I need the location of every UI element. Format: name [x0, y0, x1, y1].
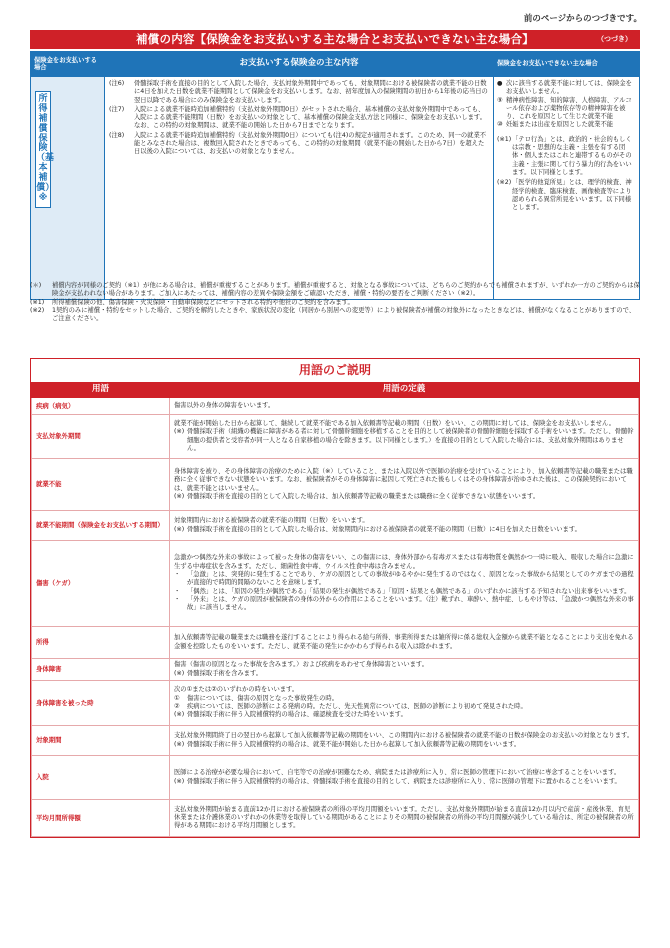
definition-line	[174, 686, 634, 694]
definition-line-text: 骨髄採取手術を含みます。	[187, 669, 263, 677]
note-item: (注7) 入院による就業不能時追加補償特約（支払対象外期間0日）がセットされた場合、基本補償の支払対象外期間中であっても、入院による就業不能期間（日数）をお支払いの対象として、基本補償の保険金支払方法と同様に、保険金をお支払いします。なお、この特約の対象期間は、就業不能の開始した日から7日までとなります。	[109, 105, 486, 130]
definition-line	[174, 711, 634, 719]
glossary-term: 対象期間	[32, 726, 170, 756]
definition-item: (※1) 「テロ行為」とは、政治的・社会的もしくは宗教・思想的な主義・主張を有する団体・個人またはこれと連帯するものがその主義・主張に関して行う暴力的行為をいいます。以下同様とします。	[497, 135, 632, 176]
header-exclusions: 保険金をお支払いできない主な場合	[494, 52, 640, 77]
definition-line	[174, 402, 634, 410]
definition-line-text: 就業不能が開始した日から起算して、継続して就業不能である加入依頼書等記載の期間（日数）をいい、この期間に対しては、保険金をお支払いしません。	[174, 419, 616, 427]
definition-line-text: 骨髄採取手術に伴う入院補償特約の場合は、骨髄採取手術を直接の目的として、病院または診療所に入り、常に医師の管理下に置かれることをいいます。	[187, 777, 621, 785]
glossary-term: 身体障害	[32, 659, 170, 681]
definition-line-label: (※)	[174, 740, 185, 748]
definition-line	[174, 769, 634, 777]
definition-line	[174, 588, 634, 596]
glossary-term: 所得	[32, 627, 170, 659]
definition-line	[174, 468, 634, 493]
definition-line	[174, 778, 634, 786]
definition-line-label: (※)	[174, 525, 185, 533]
glossary-definition	[170, 541, 639, 627]
glossary-header-term: 用語	[32, 383, 170, 398]
footnote: (※2) 1契約のみに補償・特約をセットした場合、ご契約を解約したときや、家族状況の変化（同居から別居への変更等）により被保険者が補償の対象外になったときなどは、補償がなくなることがありますので、ご注意ください。	[30, 306, 636, 323]
definition-line-text: 「偶然」とは、「原因の発生が偶然である」「結果の発生が偶然である」「原因・結果とも偶然である」のいずれかに該当する予知されない出来事をいいます。	[187, 587, 631, 595]
glossary-row	[32, 800, 639, 837]
exclusion-item: ⑩ 妊娠または出産を原因とした就業不能	[497, 121, 614, 129]
glossary-section	[30, 358, 640, 838]
coverage-banner	[30, 30, 640, 49]
definition-line	[174, 806, 634, 831]
banner-suffix: （つづき）	[597, 35, 632, 43]
glossary-term: 就業不能期間（保険金をお支払いする期間）	[32, 511, 170, 541]
glossary-term: 疾病（病気）	[32, 398, 170, 415]
glossary-definition	[170, 459, 639, 511]
definition-line	[174, 661, 634, 669]
definition-line-text: 「急激」とは、突発的に発生することであり、ケガの原因としての事故がゆるやかに発生するのではなく、原因となった事故から結果としてのケガまでの過程が直接的で時間的間隔のないことを意味します。	[187, 571, 634, 587]
category-cell	[31, 77, 105, 300]
glossary-definition	[170, 659, 639, 681]
glossary-row	[32, 541, 639, 627]
definition-line	[174, 571, 634, 588]
definition-line-label: ・	[174, 595, 181, 603]
footnote: (※1) 所得補償保険の他、傷害保険・火災保険・自動車保険などにセットされる特約や他社のご契約を含みます。	[30, 298, 354, 306]
definition-line	[174, 517, 634, 525]
definition-line-label: ②	[174, 703, 180, 710]
definition-line-text: 身体障害を被り、その身体障害の治療のために入院（※）していること、または入院以外で医師の治療を受けていることにより、加入依頼書等記載の職業または職務に全く従事できない状態をいいます。なお、被保険者がその身体障害に起因して死亡された後もしくはその身体障害が治ゆされた後は、この保険契約においては、就業不能とはいいません。	[174, 467, 633, 492]
exclusion-item: ⑨ 精神病性障害、知的障害、人格障害、アルコール依存および薬物依存等の精神障害を被り、これを原因として生じた就業不能	[497, 96, 632, 121]
note-item: (注8) 入院による就業不能時追加補償特約（支払対象外期間0日）についても(注4)の規定が適用されます。このため、同一の就業不能とみなされた場合は、複数回入院されたときであっても、この特約の対象期間（就業不能の開始した日から7日）を超えた日以後の入院については、お支払いの対象となりません。	[109, 131, 487, 156]
exclusions-cell	[494, 77, 640, 300]
glossary-definition	[170, 800, 639, 837]
definition-line-text: 骨髄採取手術に伴う入院補償特約の場合は、確認検査を受けた時をいいます。	[187, 711, 407, 719]
footnote: (＊) 補償内容が同様のご契約（※1）が他にある場合は、補償が重複することがあります。補償が重複すると、対象となる事故については、どちらのご契約からでも補償されますが、いずれか一方のご契約からは保険金が支払われない場合があります。ご加入にあたっては、補償内容の差異や保険金額をご確認いただき、補償・特約の要否をご判断ください（※2）。	[30, 282, 640, 298]
footnotes	[30, 282, 640, 323]
definition-line-text: 医師による治療が必要な場合において、自宅等での治療が困難なため、病院または診療所に入り、常に医師の管理下において治療に専念することをいいます。	[174, 769, 621, 777]
notes-cell	[105, 77, 494, 300]
definition-line-text: 急激かつ偶然な外来の事故によって被った身体の傷害をいい、この傷害には、身体外部から有毒ガスまたは有毒物質を偶然かつ一時に吸入、吸収した場合に急激に生ずる中毒症状を含みます。ただし、細菌性食中毒、ウイルス性食中毒は含みません。	[174, 554, 634, 570]
definition-line-text: 疾病については、医師の診断による発病の時。ただし、先天性異常については、医師の診断により初めて発見された時。	[187, 703, 527, 710]
glossary-term: 傷害（ケガ）	[32, 541, 170, 627]
definition-line	[174, 741, 634, 749]
definition-line-label: (※)	[174, 669, 185, 677]
definition-line	[174, 428, 634, 453]
definition-line-text: 支払対象外期間が始まる直前12か月における被保険者の所得の平均月間額をいいます。ただし、支払対象外期間が始まる直前12か月以内で産前・産後休業、育児休業または介護休業のいずれかの休業等を取得している期間があることによりその期間の被保険者の所得の平均月間額が減少している場合は、所定の被保険者の所得がある期間における平均月間額とします。	[174, 805, 634, 830]
definition-line-label: (※)	[174, 711, 185, 719]
glossary-row	[32, 726, 639, 756]
definition-line-text: 「外来」とは、ケガの原因が被保険者の身体の外からの作用によることをいいます。（注）靴ずれ、車酔い、熱中症、しもやけ等は、「急激かつ偶然な外来の事故」に該当しません。	[187, 595, 634, 612]
definition-line	[174, 493, 634, 501]
coverage-table	[30, 51, 640, 300]
continued-label: 前のページからのつづきです。	[523, 14, 642, 24]
glossary-definition	[170, 726, 639, 756]
glossary-row	[32, 756, 639, 800]
glossary-row	[32, 459, 639, 511]
glossary-term: 身体障害を被った時	[32, 681, 170, 726]
definition-line-label: (※)	[174, 492, 185, 500]
glossary-term: 平均月間所得額	[32, 800, 170, 837]
definition-line	[174, 670, 634, 678]
definition-line-label: (※)	[174, 428, 185, 436]
definition-line-text: 対象期間内における被保険者の就業不能の期間（日数）をいいます。	[174, 517, 369, 525]
definition-line-label: (※)	[174, 777, 185, 785]
glossary-definition	[170, 398, 639, 415]
definition-line-label: ①	[174, 694, 180, 702]
definition-line	[174, 420, 634, 428]
glossary-term: 支払対象外期間	[32, 415, 170, 459]
definition-line-label: ・	[174, 571, 181, 579]
glossary-row	[32, 681, 639, 726]
category-label: 所得補償保険（基本補償）※	[35, 91, 51, 208]
definition-line-label: ・	[174, 587, 181, 595]
glossary-definition	[170, 681, 639, 726]
exclusion-item: ● 次に該当する就業不能に対しては、保険金をお支払いしません。	[497, 80, 632, 96]
glossary-definition	[170, 511, 639, 541]
glossary-definition	[170, 415, 639, 459]
definition-line-text: 支払対象外期間終了日の翌日から起算して加入依頼書等記載の期間をいい、この期間内における被保険者の就業不能の日数が保険金のお支払いの対象となります。	[174, 732, 634, 740]
definition-line	[174, 634, 634, 651]
definition-line	[174, 596, 634, 613]
glossary-definition	[170, 756, 639, 800]
glossary-row	[32, 659, 639, 681]
definition-line-text: 骨髄採取手術を直接の目的として入院した場合は、加入依頼書等記載の職業または職務に全く従事できない状態をいいます。	[187, 492, 540, 500]
definition-line-text: 次の①または②のいずれかの時をいいます。	[174, 686, 299, 694]
glossary-header-definition: 用語の定義	[170, 383, 639, 398]
glossary-table	[31, 382, 639, 837]
definition-line	[174, 554, 634, 571]
definition-line	[174, 732, 634, 740]
glossary-title: 用語のご説明	[298, 363, 371, 377]
definition-line-text: 傷害については、傷害の原因となった事故発生の時。	[187, 694, 338, 702]
note-item: (注6) 骨髄採取手術を直接の目的として入院した場合、支払対象外期間中であっても、対象期間における被保険者の就業不能の日数に4日を加えた日数を就業不能期間として保険金をお支払いします。なお、初年度加入の保険期間の初日から1年後の応当日の翌日以降である場合にのみ保険金をお支払いします。	[109, 80, 488, 104]
glossary-row	[32, 627, 639, 659]
definition-line	[174, 526, 634, 534]
definition-line-text: 加入依頼書等記載の職業または職務を遂行することにより得られる給与所得、事業所得または雑所得に係る総収入金額から就業不能となることにより支出を免れる金額を控除したものをいいます。ただし、就業不能の発生にかかわらず得られる収入は除かれます。	[174, 634, 634, 650]
definition-item: (※2) 「医学的他覚所見」とは、理学的検査、神経学的検査、臨床検査、画像検査等により認められる異常所見をいいます。以下同様とします。	[497, 179, 632, 212]
header-contents: お支払いする保険金の主な内容	[105, 52, 494, 77]
definition-line-text: 骨髄採取手術（組織の機能に障害がある者に対して骨髄幹細胞を移植することを目的として被保険者の骨髄幹細胞を採取する手術をいいます。ただし、骨髄幹細胞の提供者と受容者が同一人となる自家移植の場合を除きます。以下同様とします。）を直接の目的として入院した場合には、支払対象外期間はありません。	[187, 428, 634, 452]
definition-line-text: 骨髄採取手術を直接の目的として入院した場合は、対象期間内における被保険者の就業不能の期間（日数）に4日を加えた日数をいいます。	[187, 525, 581, 533]
glossary-term: 入院	[32, 756, 170, 800]
definition-line-text: 傷害（傷害の原因となった事故を含みます。）および疾病をあわせて身体障害といいます。	[174, 661, 429, 669]
banner-title: 補償の内容【保険金をお支払いする主な場合とお支払いできない主な場合】	[136, 32, 534, 46]
definition-line-text: 骨髄採取手術に伴う入院補償特約の場合は、就業不能が開始した日から起算して加入依頼書等記載の期間をいいます。	[187, 740, 521, 748]
definition-line-text: 傷害以外の身体の障害をいいます。	[174, 401, 275, 409]
glossary-row	[32, 511, 639, 541]
glossary-row	[32, 398, 639, 415]
glossary-row	[32, 415, 639, 459]
header-cases: 保険金をお支払いする場合	[31, 52, 105, 77]
definition-line	[174, 695, 634, 703]
glossary-definition	[170, 627, 639, 659]
glossary-term: 就業不能	[32, 459, 170, 511]
